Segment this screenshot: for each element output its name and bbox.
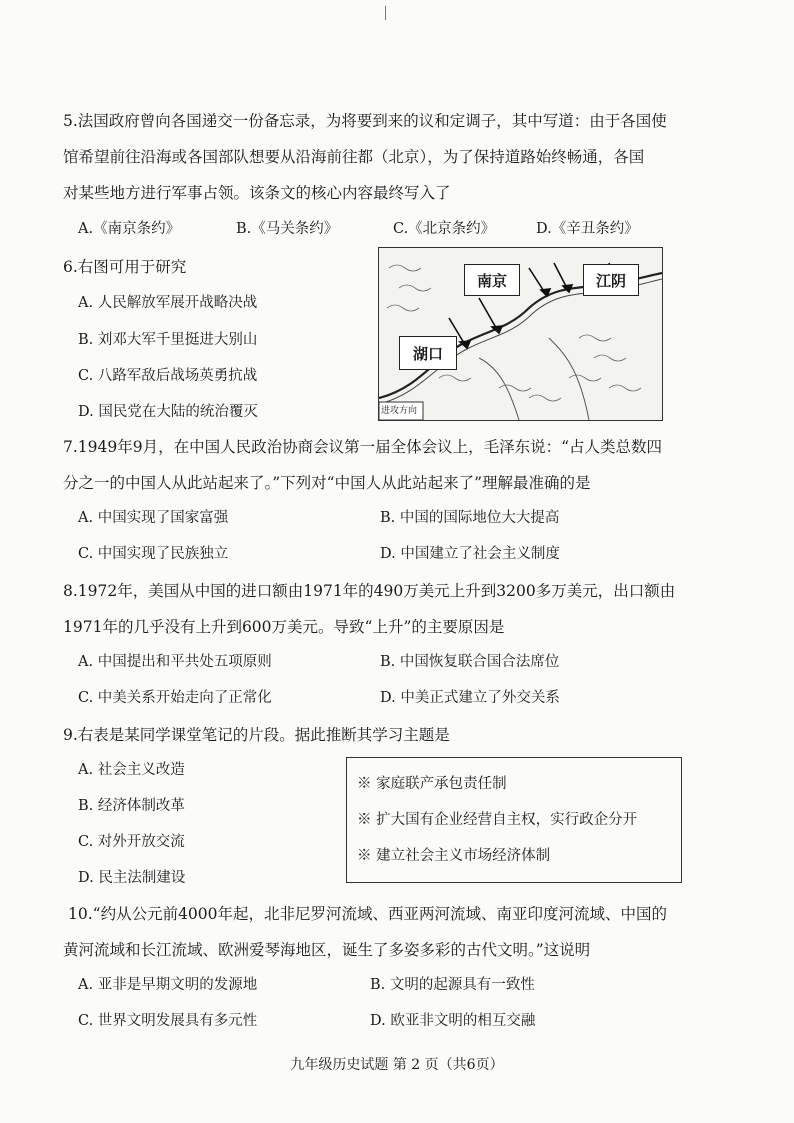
q6-option-b: B. 刘邓大军千里挺进大别山 — [78, 332, 258, 348]
q6-option-d: D. 国民党在大陆的统治覆灭 — [78, 404, 258, 420]
q7-option-c: C. 中国实现了民族独立 — [78, 546, 229, 562]
q8-option-c: C. 中美关系开始走向了正常化 — [78, 690, 272, 706]
q8-stem-line1: 8.1972年，美国从中国的进口额由1971年的490万美元上升到3200多万美元，出口额由 — [63, 582, 676, 600]
q7-stem-line2: 分之一的中国人从此站起来了。”下列对“中国人从此站起来了”理解最准确的是 — [63, 474, 591, 492]
q6-stem: 6.右图可用于研究 — [63, 258, 187, 276]
q5-option-a: A.《南京条约》 — [78, 221, 181, 237]
map-legend: 进攻方向 — [381, 406, 418, 416]
q5-option-b: B.《马关条约》 — [236, 221, 339, 237]
map-label-jiangyin: 江阴 — [583, 264, 639, 296]
q5-option-c: C.《北京条约》 — [393, 221, 496, 237]
q8-option-a: A. 中国提出和平共处五项原则 — [78, 654, 272, 670]
note-item: ※ 建立社会主义市场经济体制 — [357, 848, 551, 864]
q5-stem-line3: 对某些地方进行军事占领。该条文的核心内容最终写入了 — [63, 184, 451, 202]
q6-option-a: A. 人民解放军展开战略决战 — [78, 295, 258, 311]
note-item: ※ 家庭联产承包责任制 — [357, 776, 507, 792]
q5-stem-line1: 5.法国政府曾向各国递交一份备忘录，为将要到来的议和定调子，其中写道：由于各国使 — [63, 112, 667, 130]
q7-option-d: D. 中国建立了社会主义制度 — [380, 546, 560, 562]
map-label-nanjing: 南京 — [464, 264, 520, 296]
q8-option-d: D. 中美正式建立了外交关系 — [380, 690, 560, 706]
q10-stem-line1: 10.“约从公元前4000年起，北非尼罗河流域、西亚两河流域、南亚印度河流域、中国的 — [68, 905, 668, 923]
note-item: ※ 扩大国有企业经营自主权，实行政企分开 — [357, 812, 638, 828]
map-label-hukou: 湖口 — [399, 336, 457, 370]
q8-stem-line2: 1971年的几乎没有上升到600万美元。导致“上升”的主要原因是 — [63, 618, 505, 636]
binding-mark — [385, 6, 386, 20]
q9-option-c: C. 对外开放交流 — [78, 834, 185, 850]
q7-option-b: B. 中国的国际地位大大提高 — [380, 510, 560, 526]
q5-option-d: D.《辛丑条约》 — [536, 221, 639, 237]
page-footer: 九年级历史试题 第 2 页（共6页） — [290, 1057, 504, 1073]
q9-stem: 9.右表是某同学课堂笔记的片段。据此推断其学习主题是 — [63, 726, 450, 744]
q6-option-c: C. 八路军敌后战场英勇抗战 — [78, 368, 258, 384]
q7-option-a: A. 中国实现了国家富强 — [78, 510, 229, 526]
q5-stem-line2: 馆希望前往沿海或各国部队想要从沿海前往都（北京），为了保持道路始终畅通，各国 — [63, 148, 645, 166]
q10-option-a: A. 亚非是早期文明的发源地 — [78, 977, 258, 993]
q10-option-d: D. 欧亚非文明的相互交融 — [370, 1013, 536, 1029]
class-notes-box — [346, 757, 682, 883]
q10-option-b: B. 文明的起源具有一致性 — [370, 977, 535, 993]
q9-option-b: B. 经济体制改革 — [78, 798, 185, 814]
q10-option-c: C. 世界文明发展具有多元性 — [78, 1013, 258, 1029]
q9-option-a: A. 社会主义改造 — [78, 762, 185, 778]
q8-option-b: B. 中国恢复联合国合法席位 — [380, 654, 560, 670]
q10-stem-line2: 黄河流域和长江流域、欧洲爱琴海地区，诞生了多姿多彩的古代文明。”这说明 — [63, 941, 591, 959]
q7-stem-line1: 7.1949年9月，在中国人民政治协商会议第一届全体会议上，毛泽东说：“占人类总数四 — [63, 438, 663, 456]
q9-option-d: D. 民主法制建设 — [78, 870, 186, 886]
river-crossing-map — [378, 247, 663, 421]
